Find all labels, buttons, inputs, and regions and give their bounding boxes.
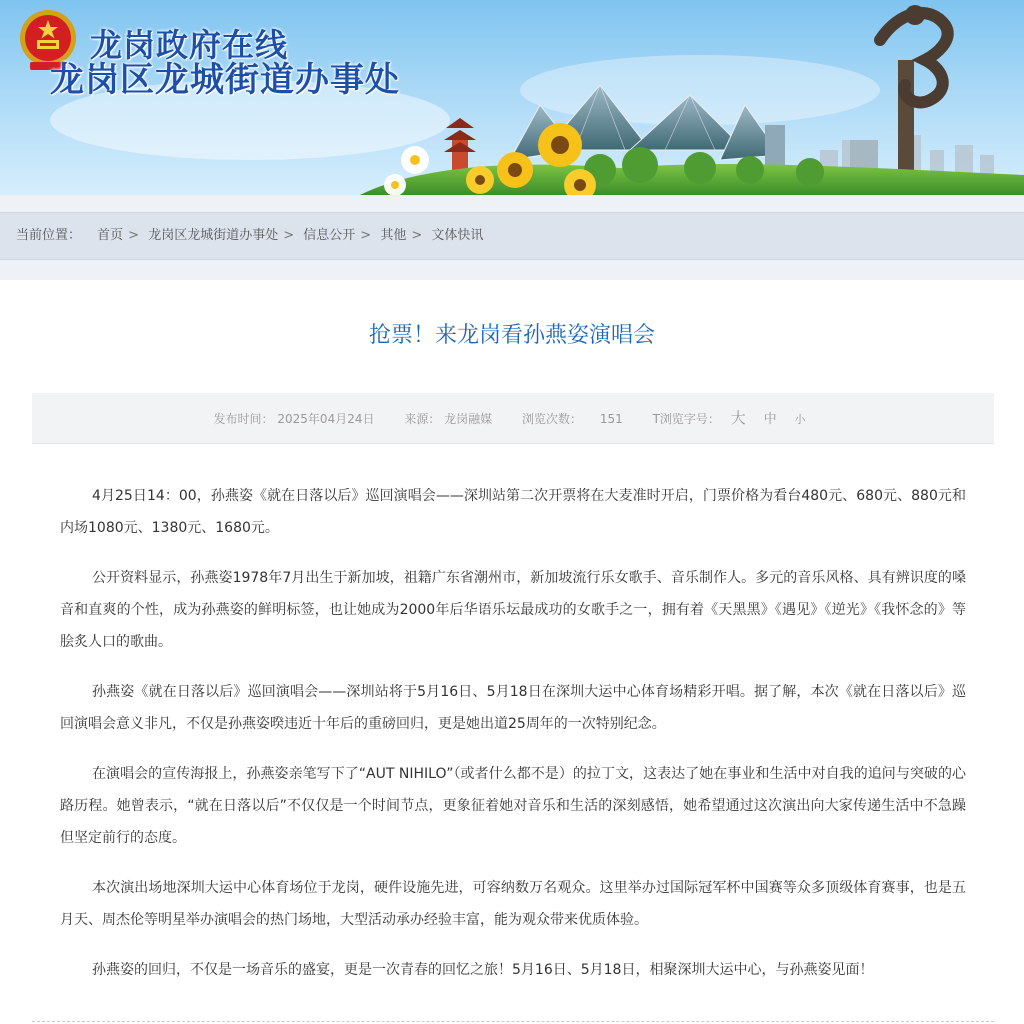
breadcrumb-home[interactable]: 首页 — [97, 228, 124, 243]
article-paragraph: 本次演出场地深圳大运中心体育场位于龙岗，硬件设施先进，可容纳数万名观众。这里举办过国际冠军杯中国赛等众多顶级体育赛事，也是五月天、周杰伦等明星举办演唱会的热门场地，大型活动承办经验丰富，能为观众带来优质体验。 — [60, 880, 966, 928]
publish-info — [214, 412, 379, 426]
breadcrumb — [0, 212, 1024, 260]
breadcrumb-office[interactable]: 龙岗区龙城街道办事处 — [148, 228, 279, 243]
views-info — [522, 412, 627, 426]
font-medium-button[interactable]: 中 — [763, 412, 777, 427]
breadcrumb-separator: > — [128, 228, 140, 243]
breadcrumb-prefix: 当前位置： — [16, 228, 82, 243]
views-count: 151 — [599, 412, 623, 426]
source-value: 龙岗融媒 — [444, 412, 493, 426]
breadcrumb-separator: > — [411, 228, 423, 243]
article-paragraph: 在演唱会的宣传海报上，孙燕姿亲笔写下了“AUT NIHILO”（或者什么都不是）的拉丁文，这表达了她在事业和生活中对自我的追问与突破的心路历程。她曾表示，“就在日落以后”不仅仅是一个时间节点，更象征着她对音乐和生活的深刻感悟，她希望通过这次演出向大家传递生活中不急躁但坚定前行的态度。 — [60, 766, 966, 846]
font-small-button[interactable]: 小 — [794, 413, 806, 426]
site-name: 龙岗政府在线 — [90, 26, 289, 64]
article-meta — [32, 393, 994, 444]
breadcrumb-culture-news[interactable]: 文体快讯 — [431, 228, 484, 243]
source-label: 来源： — [404, 412, 441, 426]
pagoda — [444, 118, 476, 175]
views-label: 浏览次数： — [522, 412, 583, 426]
article-paragraph: 孙燕姿的回归，不仅是一场音乐的盛宴，更是一次青春的回忆之旅！5月16日、5月18日，相聚深圳大运中心，与孙燕姿见面！ — [92, 962, 874, 978]
article-panel — [0, 280, 1024, 1024]
font-size-label: T浏览字号： — [652, 412, 720, 426]
site-banner — [0, 0, 1024, 195]
breadcrumb-area — [0, 195, 1024, 285]
article-paragraph: 孙燕姿《就在日落以后》巡回演唱会——深圳站将于5月16日、5月18日在深圳大运中心体育场精彩开唱。据了解，本次《就在日落以后》巡回演唱会意义非凡，不仅是孙燕姿暌违近十年后的重磅回归，更是她出道25周年的一次特别纪念。 — [60, 684, 966, 732]
publish-date: 2025年04月24日 — [277, 412, 375, 426]
article-paragraph: 4月25日14：00，孙燕姿《就在日落以后》巡回演唱会——深圳站第二次开票将在大麦准时开启，门票价格为看台480元、680元、880元和内场1080元、1380元、1680元。 — [60, 488, 966, 536]
content-divider — [32, 1021, 994, 1022]
article-content — [60, 480, 966, 1004]
font-size-switcher — [652, 409, 813, 427]
breadcrumb-separator: > — [360, 228, 372, 243]
source-info — [404, 412, 496, 426]
breadcrumb-separator: > — [283, 228, 295, 243]
article-title: 抢票！来龙岗看孙燕姿演唱会 — [368, 323, 655, 348]
publish-label: 发布时间： — [213, 412, 274, 426]
font-large-button[interactable]: 大 — [730, 409, 746, 427]
office-name: 龙岗区龙城街道办事处 — [50, 60, 400, 100]
article-paragraph: 公开资料显示，孙燕姿1978年7月出生于新加坡，祖籍广东省潮州市，新加坡流行乐女歌手、音乐制作人。多元的音乐风格、具有辨识度的嗓音和直爽的个性，成为孙燕姿的鲜明标签，也让她成为2000年后华语乐坛最成功的女歌手之一，拥有着《天黑黑》《遇见》《逆光》《我怀念的》等脍炙人口的歌曲。 — [60, 570, 966, 650]
breadcrumb-info-public[interactable]: 信息公开 — [303, 228, 356, 243]
breadcrumb-other[interactable]: 其他 — [380, 228, 407, 243]
